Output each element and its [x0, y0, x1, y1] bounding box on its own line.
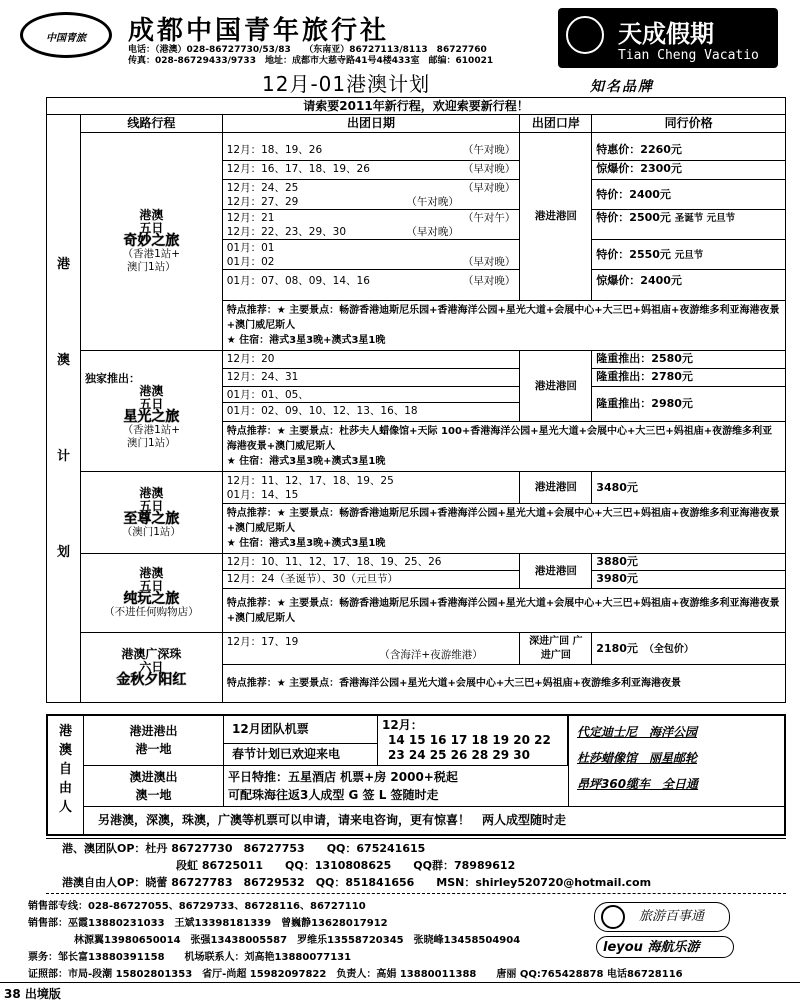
free-label-char: 由 — [58, 781, 72, 796]
date-note: （早对晚） — [462, 181, 516, 194]
date-row: 12月：20 — [223, 351, 520, 369]
date-note: （早对晚） — [462, 274, 516, 287]
price-row: 惊爆价：2300元 — [592, 161, 785, 180]
route-title: 星光之旅 — [123, 409, 180, 425]
free-label — [48, 716, 84, 834]
price-row — [592, 210, 785, 240]
route-3-name — [80, 472, 222, 554]
slogan: 知名品牌 — [590, 79, 654, 95]
contact-line: 段虹 86725011 QQ：1310808625 QQ群：78989612 — [176, 859, 516, 872]
price-row: 隆重推出：2780元 — [592, 369, 785, 387]
route-sub: （香港1站+ — [122, 424, 181, 436]
free-dates-list: 14 15 16 17 18 19 20 22 23 24 25 26 28 29 30 — [388, 733, 551, 762]
sales-line: 销售部：巫霞13880231033 王斌13398181339 曾巍静13628017912 — [28, 918, 388, 929]
free-section — [46, 714, 786, 836]
route-4-name — [80, 554, 222, 633]
free-line: 澳一地 — [135, 788, 172, 802]
date-row — [223, 240, 520, 254]
sales-divider — [46, 893, 786, 894]
date-row: 12月：24、31 — [223, 369, 520, 387]
route-1-port: 港进港回 — [520, 133, 592, 301]
route-1-name — [80, 133, 222, 351]
free-left-bottom — [84, 766, 224, 806]
free-spring: 春节计划已欢迎来电 — [224, 744, 378, 766]
price-row — [592, 240, 785, 270]
route-5-features — [222, 665, 785, 703]
stay-text: ★ 住宿：港式3星3晚+澳式3星1晚 — [226, 538, 386, 549]
free-line: 港一地 — [135, 742, 172, 756]
route-2-name — [80, 351, 222, 472]
price-row: 隆重推出：2580元 — [592, 351, 785, 369]
company-name: 成都中国青年旅行社 — [128, 16, 390, 46]
route-5-price — [592, 633, 786, 665]
free-dates — [378, 716, 568, 766]
route-1-dates — [222, 133, 520, 301]
date-row: 01月：02、09、10、12、13、16、18 — [226, 405, 418, 417]
free-flight: 12月团队机票 — [224, 716, 378, 744]
date-row — [223, 210, 520, 224]
logo-label: 旅游百事通 — [639, 909, 705, 924]
free-line: 港进港出 — [129, 724, 178, 738]
baishitong-logo — [594, 902, 730, 932]
features-text: 特点推荐：★ 主要景点：畅游香港迪斯尼乐园+香港海洋公园+星光大道+会展中心+大三巴+妈祖庙+夜游维多利亚海港夜景+澳门威尼斯人 — [226, 597, 780, 624]
route-line: 五日 — [139, 579, 164, 593]
features-text: 特点推荐：★ 主要景点：畅游香港迪斯尼乐园+香港海洋公园+星光大道+会展中心+大三巴+妈祖庙+夜游维多利亚海港夜景+澳门威尼斯人 — [226, 305, 780, 331]
route-title: 金秋夕阳红 — [116, 672, 187, 688]
route-title: 至尊之旅 — [123, 510, 180, 527]
route-title: 纯玩之旅 — [123, 591, 180, 607]
date-row — [223, 180, 520, 194]
leyou-logo: leyou 海航乐游 — [596, 936, 734, 958]
free-label-char: 自 — [58, 762, 72, 777]
date-note: （含海洋+夜游维港） — [379, 648, 483, 661]
free-special-line: 可配珠海往返3人成型 G 签 L 签随时走 — [228, 788, 439, 802]
sales-line: 林源翼13980650014 张强13438005587 罗维乐13558720345 张晓峰13458504904 — [74, 935, 521, 946]
route-line: 港澳广深珠 — [121, 647, 182, 661]
date-row: 12月：11、12、17、18、19、25 — [226, 474, 394, 487]
brand-cn: 天成假期 — [618, 19, 714, 48]
price-row: 3980元 — [596, 572, 638, 585]
route-4-prices — [592, 554, 786, 589]
route-1-prices — [592, 133, 786, 301]
free-agent — [568, 716, 784, 806]
route-line: 港澳 — [139, 208, 164, 222]
page-footer: 38 出境版 — [4, 987, 61, 1000]
mascot-icon — [601, 905, 625, 929]
stay-text: ★ 住宿：港式3星3晚+澳式3星1晚 — [226, 456, 386, 467]
free-label-char: 港 — [58, 724, 72, 739]
price-row: 3880元 — [592, 554, 785, 571]
price-extra: （全包价） — [648, 643, 694, 655]
tel-line: 电话：（港澳）028-86727730/53/83 （东南亚）86727113/8113 86727760 — [128, 45, 487, 55]
date-note: （午对晚） — [462, 143, 516, 156]
date-note: （午对晚） — [406, 195, 459, 208]
free-line: 澳进澳出 — [129, 770, 178, 784]
route-3-features — [222, 504, 785, 554]
col-header-route: 线路行程 — [80, 115, 222, 133]
route-5-port: 深进广回 广进广回 — [520, 633, 592, 665]
date-row — [223, 142, 520, 161]
route-2-port: 港进港回 — [520, 351, 592, 422]
side-label-char: 澳 — [56, 352, 70, 368]
route-sub: （不进任何购物店） — [104, 606, 199, 618]
price-text: 特价：2550元 — [596, 247, 671, 261]
route-4-dates — [222, 554, 520, 589]
route-line: 五日 — [139, 221, 164, 235]
plan-table — [46, 114, 786, 703]
free-left-top — [84, 716, 224, 766]
features-text: 特点推荐：★ 主要景点：香港海洋公园+星光大道+会展中心+大三巴+妈祖庙+夜游维多利亚海港夜景 — [226, 678, 682, 689]
fax-line: 传真：028-86729433/9733 地址：成都市大慈寺路41号4楼433室 邮编：610021 — [128, 56, 494, 66]
route-1-features — [222, 301, 785, 351]
date-text: 12月：22、23、29、30 — [226, 225, 347, 238]
brand-box — [558, 8, 778, 68]
col-header-price: 同行价格 — [592, 115, 786, 133]
route-sub: （澳门1站） — [121, 525, 181, 538]
price-text: 特价：2500元 — [596, 210, 671, 224]
side-label — [47, 115, 81, 703]
date-row: 01月：01、05、 — [223, 387, 520, 403]
route-3-dates — [222, 472, 520, 504]
agent-line: 昂坪360缆车 全日通 — [577, 777, 699, 791]
route-3-port: 港进港回 — [520, 472, 592, 504]
date-row: 12月：24（圣诞节）、30（元旦节） — [226, 573, 399, 585]
date-text: 12月：27、29 — [226, 195, 299, 208]
route-line: 港澳 — [139, 566, 164, 580]
free-special — [224, 766, 568, 806]
route-line: 五日 — [139, 397, 164, 411]
col-header-port: 出团口岸 — [520, 115, 592, 133]
contact-line: 港澳自由人OP：晓蕾 86727783 86729532 QQ：851841656 MSN：shirley520720@hotmail.com — [62, 876, 652, 889]
col-header-date: 出团日期 — [222, 115, 520, 133]
footer-divider — [0, 982, 800, 983]
side-label-char: 港 — [56, 256, 70, 272]
price-extra: 圣诞节 元旦节 — [674, 212, 736, 224]
route-2-prices — [592, 351, 786, 422]
brand-en: Tian Cheng Vacatio — [618, 48, 759, 63]
date-row: 01月：14、15 — [226, 488, 299, 501]
route-4-features — [222, 589, 785, 633]
date-row — [223, 194, 520, 210]
date-text: 12月：16、17、18、19、26 — [226, 162, 370, 175]
price-extra: 元旦节 — [674, 249, 704, 261]
route-line: 六日 — [139, 660, 164, 674]
contact-line: 港、澳团队OP：杜丹 86727730 86727753 QQ：675241615 — [62, 842, 426, 855]
stay-text: ★ 住宿：港式3星3晚+澳式3星1晚 — [226, 335, 386, 346]
price-row: 惊爆价：2400元 — [596, 273, 682, 287]
route-5-name — [80, 633, 222, 703]
logo-text: 中国青旅 — [46, 33, 86, 44]
date-text: 12月：18、19、26 — [226, 143, 323, 156]
features-text: 特点推荐：★ 主要景点：杜莎夫人蜡像馆+天际 100+香港海洋公园+星光大道+会展中心+大三巴+妈祖庙+夜游维多利亚海港夜景+澳门威尼斯人 — [226, 426, 773, 452]
features-text: 特点推荐：★ 主要景点：畅游香港迪斯尼乐园+香港海洋公园+星光大道+会展中心+大三巴+妈祖庙+夜游维多利亚海港夜景+澳门威尼斯人 — [226, 508, 780, 534]
price-row: 特价：2400元 — [592, 180, 785, 210]
date-note: （午对午） — [462, 211, 516, 224]
date-text: 01月：01 — [226, 241, 275, 254]
date-row: 12月：10、11、12、17、18、19、25、26 — [223, 554, 520, 571]
date-text: 12月：17、19 — [226, 635, 299, 648]
date-row — [223, 161, 520, 180]
date-text: 12月：24、25 — [226, 181, 299, 194]
date-text: 01月：07、08、09、14、16 — [226, 274, 370, 287]
agent-line: 代定迪士尼 海洋公园 — [577, 725, 698, 739]
free-dates-title: 12月： — [382, 718, 423, 732]
brand-swirl-icon — [566, 16, 604, 54]
route-4-port: 港进港回 — [520, 554, 592, 589]
route-title: 奇妙之旅 — [123, 233, 180, 249]
banner: 请索要2011年新行程，欢迎索要新行程！ — [46, 97, 786, 115]
free-special-line: 平日特推：五星酒店 机票+房 2000+税起 — [228, 770, 458, 784]
side-label-char: 划 — [56, 544, 70, 560]
sales-line: 销售部专线：028-86727055、86729733、86728116、86727110 — [28, 901, 366, 912]
price-row: 隆重推出：2980元 — [596, 397, 693, 410]
price-text: 2180元 — [596, 641, 638, 655]
cyts-logo — [20, 12, 112, 58]
date-row — [223, 254, 520, 270]
contact-divider — [46, 838, 786, 839]
page-title: 12月-01港澳计划 — [262, 72, 431, 96]
date-row — [223, 224, 520, 240]
route-5-dates — [222, 633, 520, 665]
agent-line: 杜莎蜡像馆 丽星邮轮 — [577, 751, 698, 765]
date-note: （早对晚） — [462, 162, 516, 175]
free-note: 另港澳，深澳，珠澳，广澳等机票可以申请，请来电咨询，更有惊喜！ 两人成型随时走 — [84, 806, 784, 834]
date-text: 01月：02 — [226, 255, 275, 268]
sales-line: 票务：邹长富13880391158 机场联系人：刘高艳13880077131 — [28, 952, 352, 963]
route-3-price: 3480元 — [592, 472, 786, 504]
sales-line: 证照部：市局-段潮 15802801353 省厅-尚超 15982097822 负责人：高娟 13880011388 唐丽 QQ:765428878 电话86728116 — [28, 969, 683, 980]
route-sub: 澳门1站） — [126, 437, 176, 449]
route-line: 五日 — [139, 498, 164, 513]
side-label-char: 计 — [56, 448, 70, 464]
route-sub: 澳门1站） — [126, 261, 176, 273]
price-row: 特惠价：2260元 — [592, 142, 785, 161]
route-2-features — [222, 422, 785, 472]
date-row — [223, 270, 520, 292]
date-note: （早对晚） — [406, 225, 459, 238]
date-text: 12月：21 — [226, 211, 275, 224]
free-label-char: 人 — [58, 800, 72, 815]
route-line: 港澳 — [139, 485, 164, 500]
date-note: （早对晚） — [462, 255, 516, 268]
free-label-char: 澳 — [58, 743, 72, 758]
route-sub: （香港1站+ — [122, 248, 181, 260]
route-line: 港澳 — [139, 384, 164, 398]
route-intro: 独家推出： — [84, 372, 140, 385]
route-2-dates — [222, 351, 520, 422]
